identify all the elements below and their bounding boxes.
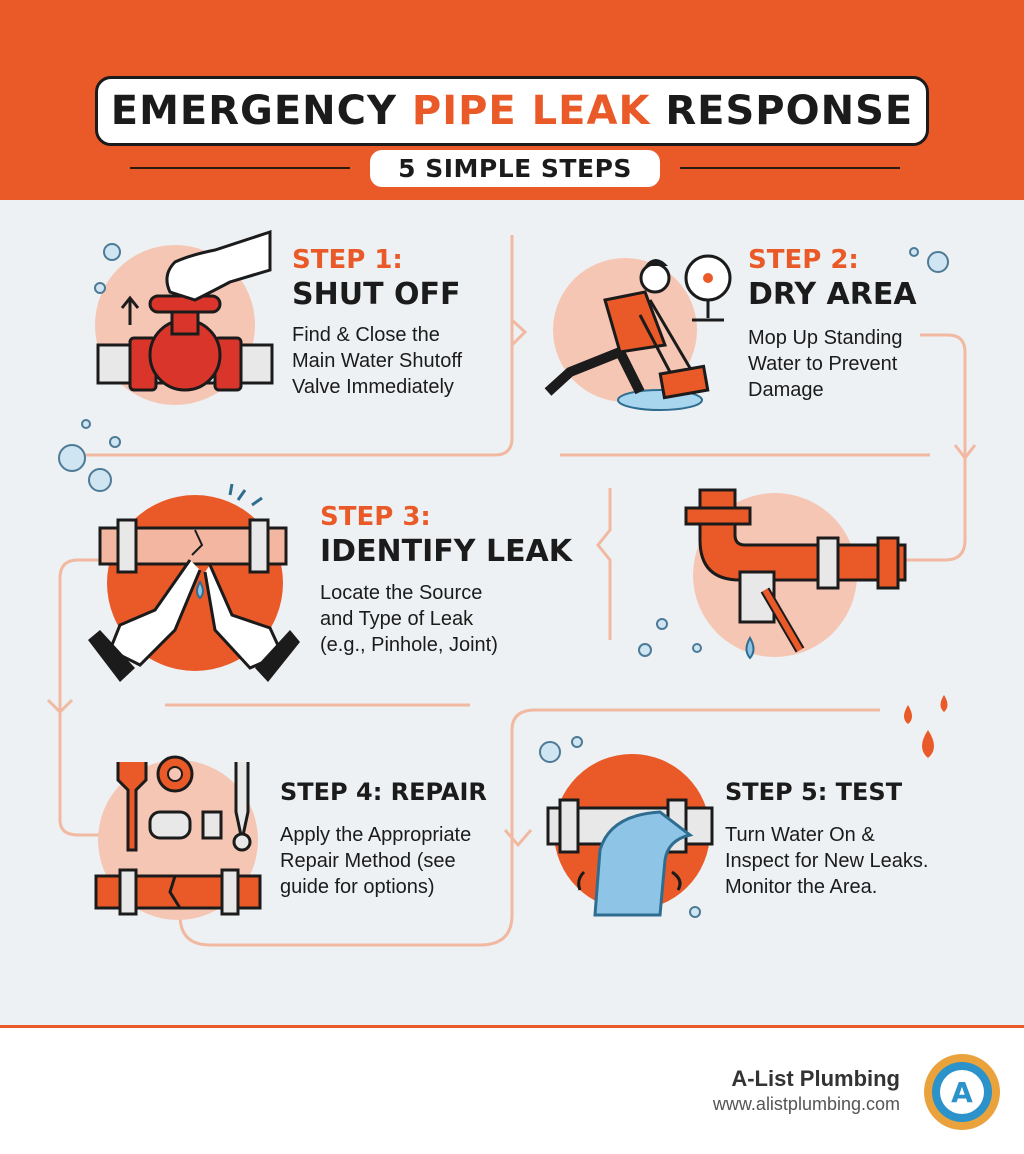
step1-label: STEP 1: (292, 245, 403, 275)
brand-url[interactable]: www.alistplumbing.com (712, 1094, 900, 1114)
step2-title: DRY AREA (748, 277, 917, 312)
brand-name: A-List Plumbing (731, 1066, 900, 1091)
step2-label: STEP 2: (748, 245, 859, 275)
pipe-clamp-icon (150, 812, 190, 838)
subtitle: 5 SIMPLE STEPS (370, 150, 660, 187)
step5-description: Turn Water On & Inspect for New Leaks. Monitor the Area. (725, 824, 929, 898)
brand-block (713, 1066, 900, 1115)
step3-label: STEP 3: (320, 502, 431, 532)
logo-letter: A (951, 1076, 973, 1109)
step4-title: STEP 4: REPAIR (280, 778, 487, 806)
step3-description: Locate the Source and Type of Leak (e.g., Pinhole, Joint) (320, 582, 498, 656)
valve-hand-icon (95, 232, 272, 405)
title-highlight: PIPE LEAK (411, 88, 651, 134)
step4-description: Apply the Appropriate Repair Method (see guide for options) (280, 824, 472, 898)
step1-title: SHUT OFF (292, 277, 461, 312)
hands-pointing-pipe-icon (59, 420, 300, 682)
step5-title: STEP 5: TEST (725, 778, 903, 806)
repair-tools-icon (96, 757, 260, 920)
droplet-icon (197, 582, 203, 598)
brand-logo-icon (922, 1052, 1002, 1132)
title-part-1: EMERGENCY (110, 88, 397, 134)
step2-description: Mop Up Standing Water to Prevent Damage (748, 327, 903, 401)
title-part-2: RESPONSE (665, 88, 914, 134)
step1-description: Find & Close the Main Water Shutoff Valve Immediately (292, 324, 463, 398)
step3-title: IDENTIFY LEAK (320, 534, 573, 569)
elbow-pipe-clamp-icon (639, 490, 905, 658)
